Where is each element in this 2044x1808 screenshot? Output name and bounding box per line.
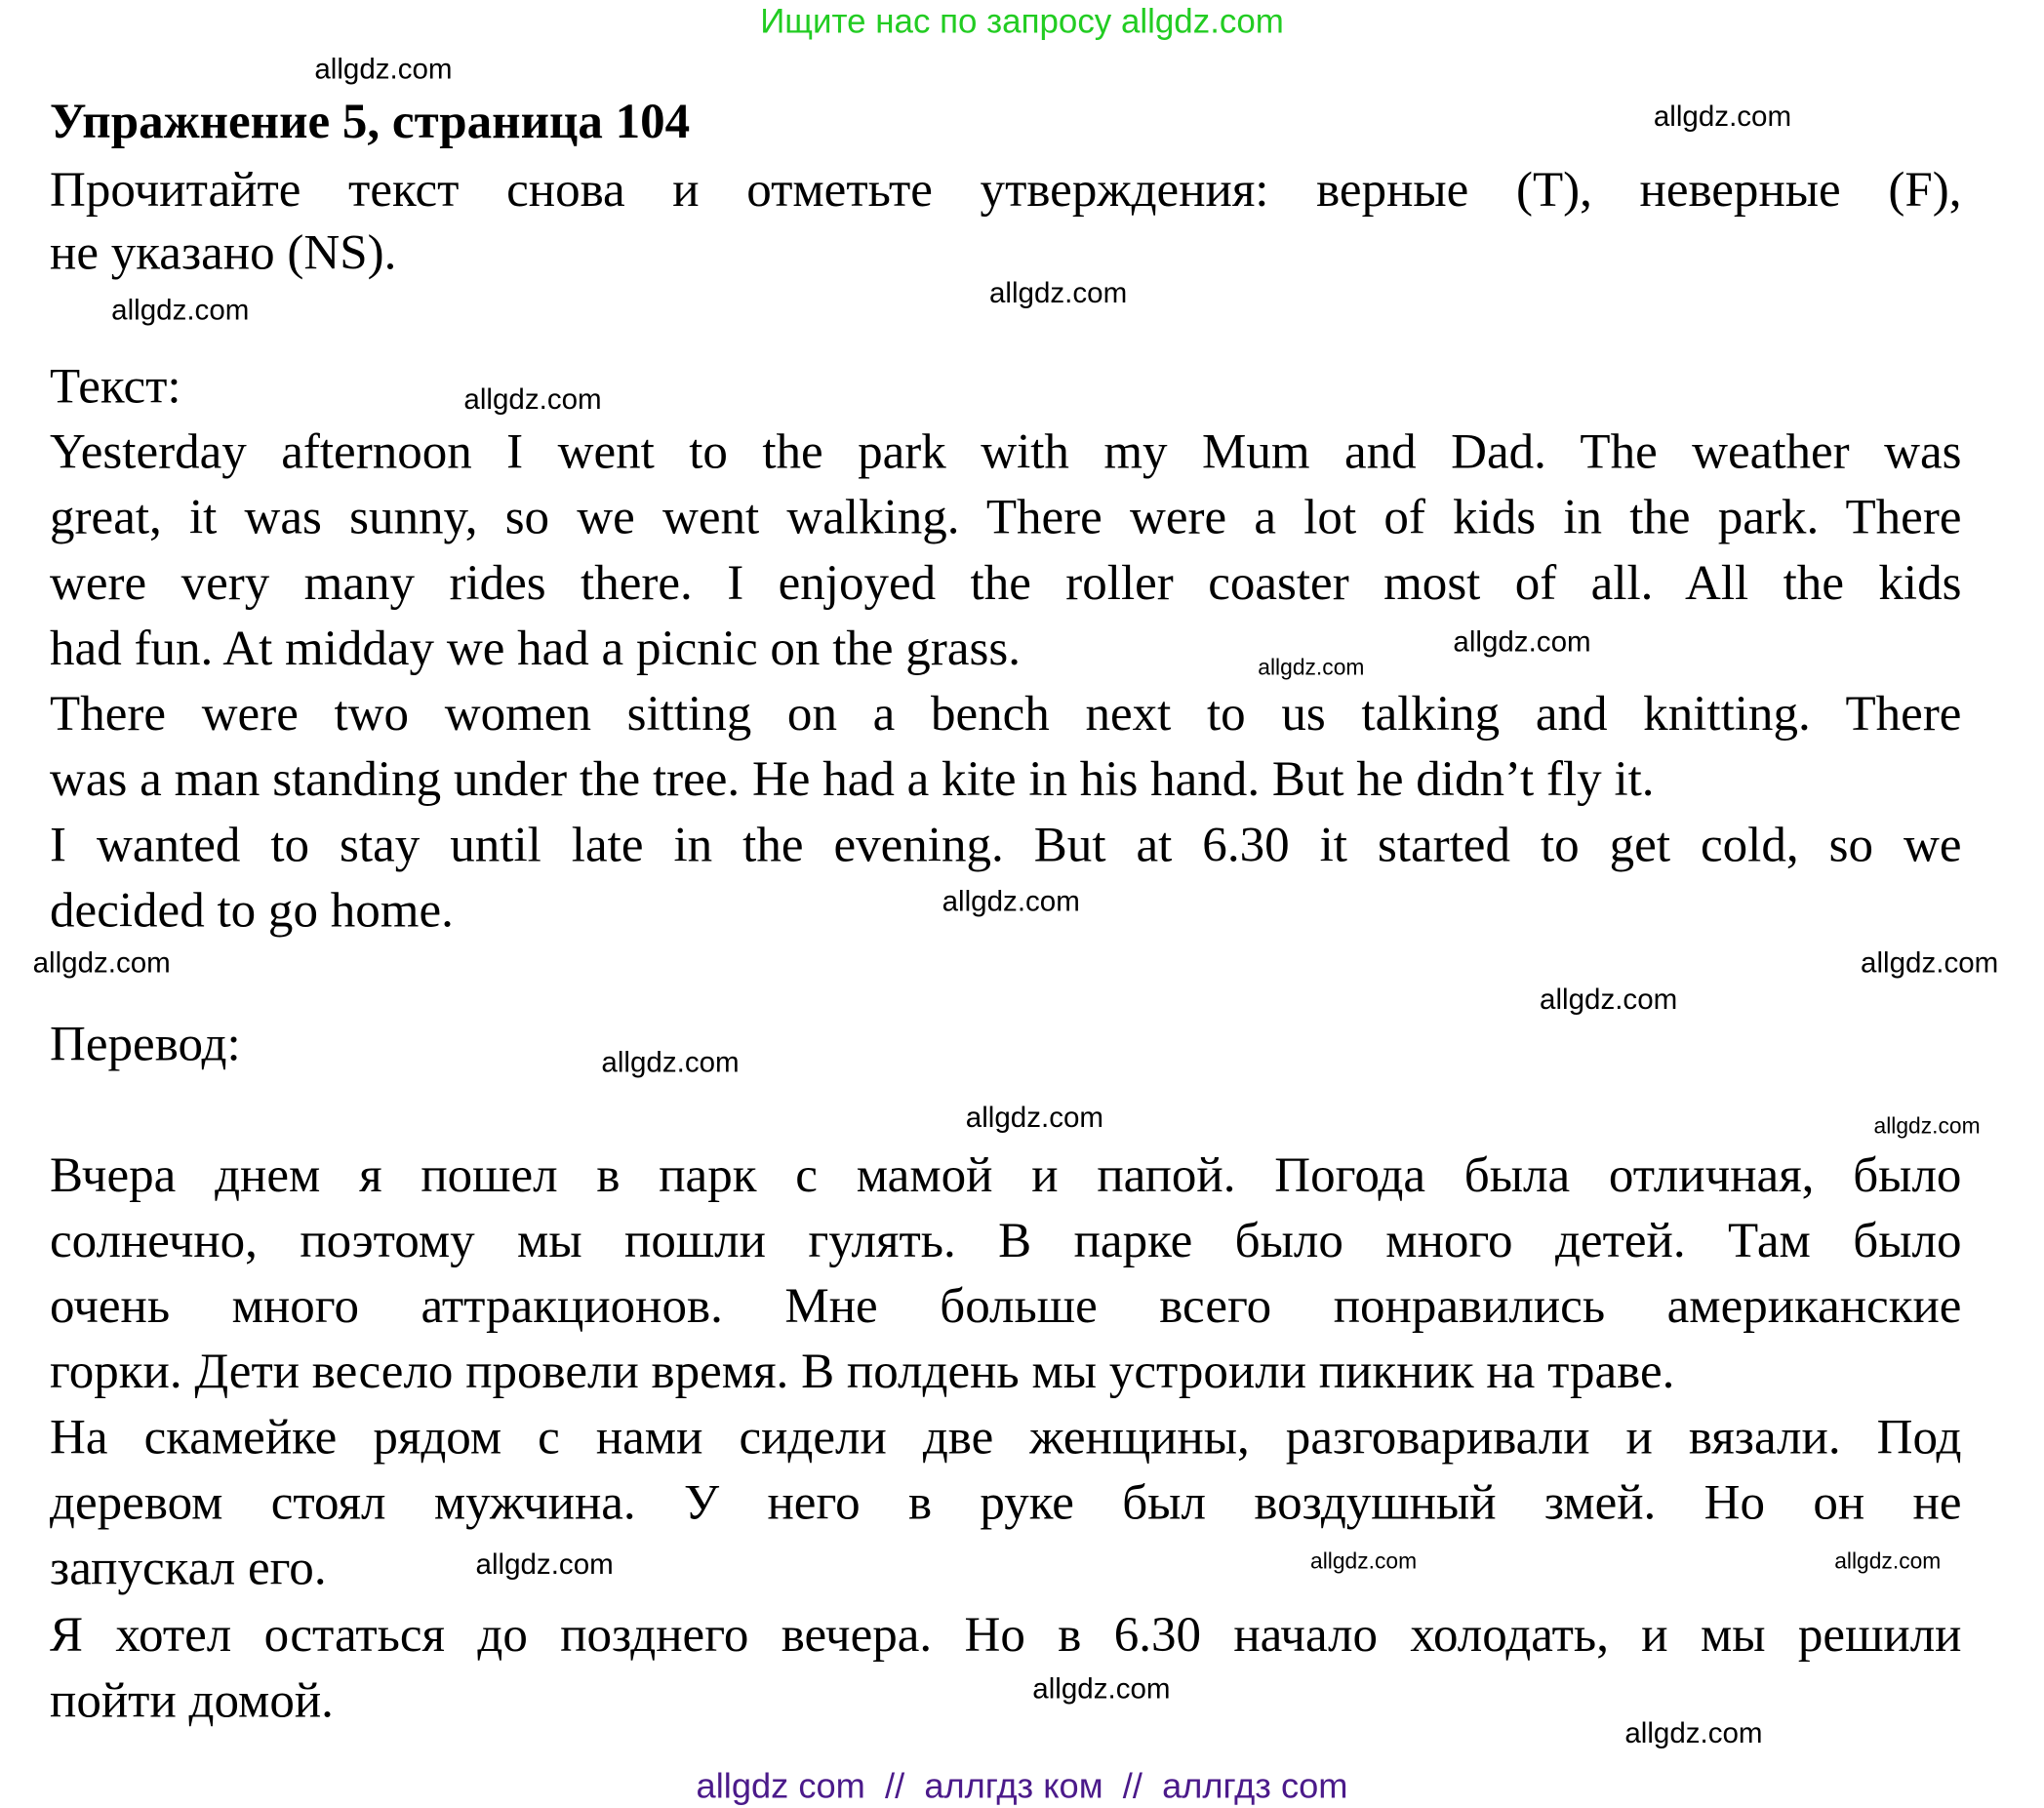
- watermark: allgdz.com: [1032, 1671, 1171, 1706]
- page-title: Упражнение 5, страница 104: [50, 94, 691, 150]
- instruction-line: не указано (NS).: [50, 224, 397, 281]
- text-line: There were two women sitting on a bench next to us talking and knitting. There: [50, 686, 1962, 743]
- watermark: allgdz.com: [1834, 1548, 1942, 1574]
- translation-line: горки. Дети весело провели время. В полдень мы устроили пикник на траве.: [50, 1344, 1675, 1400]
- text-label: Текст:: [50, 358, 181, 415]
- watermark: allgdz.com: [1624, 1716, 1763, 1749]
- watermark: allgdz.com: [314, 52, 453, 86]
- watermark: allgdz.com: [942, 884, 1080, 918]
- text-line: great, it was sunny, so we went walking. There were a lot of kids in the park. There: [50, 490, 1962, 545]
- text-line: Yesterday afternoon I went to the park with my Mum and Dad. The weather was: [50, 424, 1962, 480]
- watermark: allgdz.com: [475, 1547, 614, 1581]
- translation-line: запускал его.: [50, 1541, 327, 1596]
- watermark: allgdz.com: [988, 276, 1128, 309]
- watermark: allgdz.com: [111, 293, 250, 327]
- watermark: allgdz.com: [1540, 983, 1678, 1016]
- translation-label: Перевод:: [50, 1017, 241, 1072]
- watermark: allgdz.com: [965, 1101, 1104, 1134]
- translation-line: На скамейке рядом с нами сидели две женщины, разговаривали и вязали. Под: [50, 1410, 1962, 1466]
- translation-line: очень много аттракционов. Мне больше всего понравились американские: [50, 1278, 1962, 1335]
- watermark: allgdz.com: [1861, 945, 1999, 980]
- watermark: allgdz.com: [1310, 1548, 1418, 1574]
- translation-line: деревом стоял мужчина. У него в руке был воздушный змей. Но он не: [50, 1475, 1962, 1531]
- watermark: allgdz.com: [1653, 100, 1792, 133]
- text-line: was a man standing under the tree. He had a kite in his hand. But he didn’t fly it.: [50, 751, 1655, 808]
- watermark: allgdz.com: [1873, 1113, 1981, 1140]
- text-line: were very many rides there. I enjoyed the roller coaster most of all. All the kids: [50, 555, 1962, 611]
- text-line: had fun. At midday we had a picnic on the grass.: [50, 621, 1021, 676]
- instruction-line: Прочитайте текст снова и отметьте утверждения: верные (Т), неверные (F),: [50, 162, 1962, 218]
- translation-line: Вчера днем я пошел в парк с мамой и папой. Погода была отличная, было: [50, 1147, 1962, 1203]
- watermark: allgdz.com: [32, 945, 171, 980]
- watermark: allgdz.com: [1258, 655, 1365, 681]
- watermark: allgdz.com: [601, 1045, 740, 1079]
- watermark: allgdz.com: [463, 382, 602, 416]
- search-banner: Ищите нас по запросу allgdz.com: [760, 1, 1284, 41]
- footer-links: allgdz com // аллгдз ком // аллгдз com: [696, 1766, 1348, 1806]
- watermark: allgdz.com: [1453, 624, 1591, 659]
- translation-line: солнечно, поэтому мы пошли гулять. В парке было много детей. Там было: [50, 1213, 1962, 1269]
- translation-line: пойти домой.: [50, 1673, 334, 1729]
- text-line: decided to go home.: [50, 883, 454, 939]
- translation-line: Я хотел остаться до позднего вечера. Но в 6.30 начало холодать, и мы решили: [50, 1607, 1962, 1664]
- text-line: I wanted to stay until late in the evening. But at 6.30 it started to get cold, so we: [50, 818, 1962, 873]
